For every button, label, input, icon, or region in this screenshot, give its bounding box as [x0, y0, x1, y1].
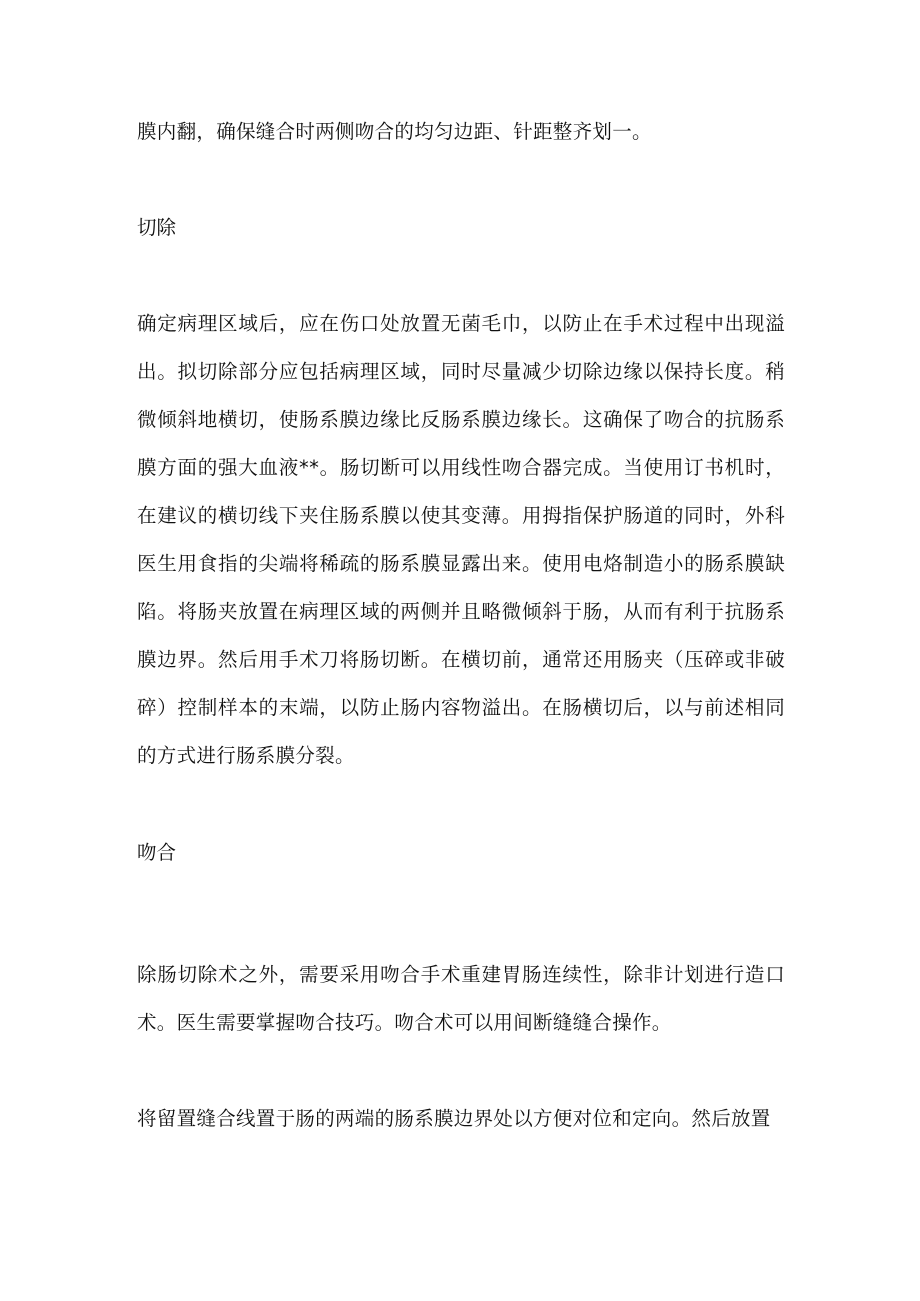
anastomosis-paragraph-2: 将留置缝合线置于肠的两端的肠系膜边界处以方便对位和定向。然后放置 [137, 1107, 771, 1130]
intro-paragraph: 膜内翻，确保缝合时两侧吻合的均匀边距、针距整齐划一。 [137, 120, 652, 143]
section-heading-anastomosis: 吻合 [137, 841, 177, 864]
anastomosis-paragraph-1: 除肠切除术之外，需要采用吻合手术重建胃肠连续性，除非计划进行造口术。医生需要掌握吻合技巧。吻合术可以用间断缝缝合操作。 [137, 963, 785, 1034]
section-heading-resection: 切除 [137, 216, 177, 239]
resection-paragraph: 确定病理区域后，应在伤口处放置无菌毛巾，以防止在手术过程中出现溢出。拟切除部分应包括病理区域，同时尽量减少切除边缘以保持长度。稍微倾斜地横切，使肠系膜边缘比反肠系膜边缘长。这确保了吻合的抗肠系膜方面的强大血液**。肠切断可以用线性吻合器完成。当使用订书机时，在建议的横切线下夹住肠系膜以使其变薄。用拇指保护肠道的同时，外科医生用食指的尖端将稀疏的肠系膜显露出来。使用电烙制造小的肠系膜缺陷。将肠夹放置在病理区域的两侧并且略微倾斜于肠，从而有利于抗肠系膜边界。然后用手术刀将肠切断。在横切前，通常还用肠夹（压碎或非破碎）控制样本的末端，以防止肠内容物溢出。在肠横切后，以与前述相同的方式进行肠系膜分裂。 [137, 312, 785, 767]
